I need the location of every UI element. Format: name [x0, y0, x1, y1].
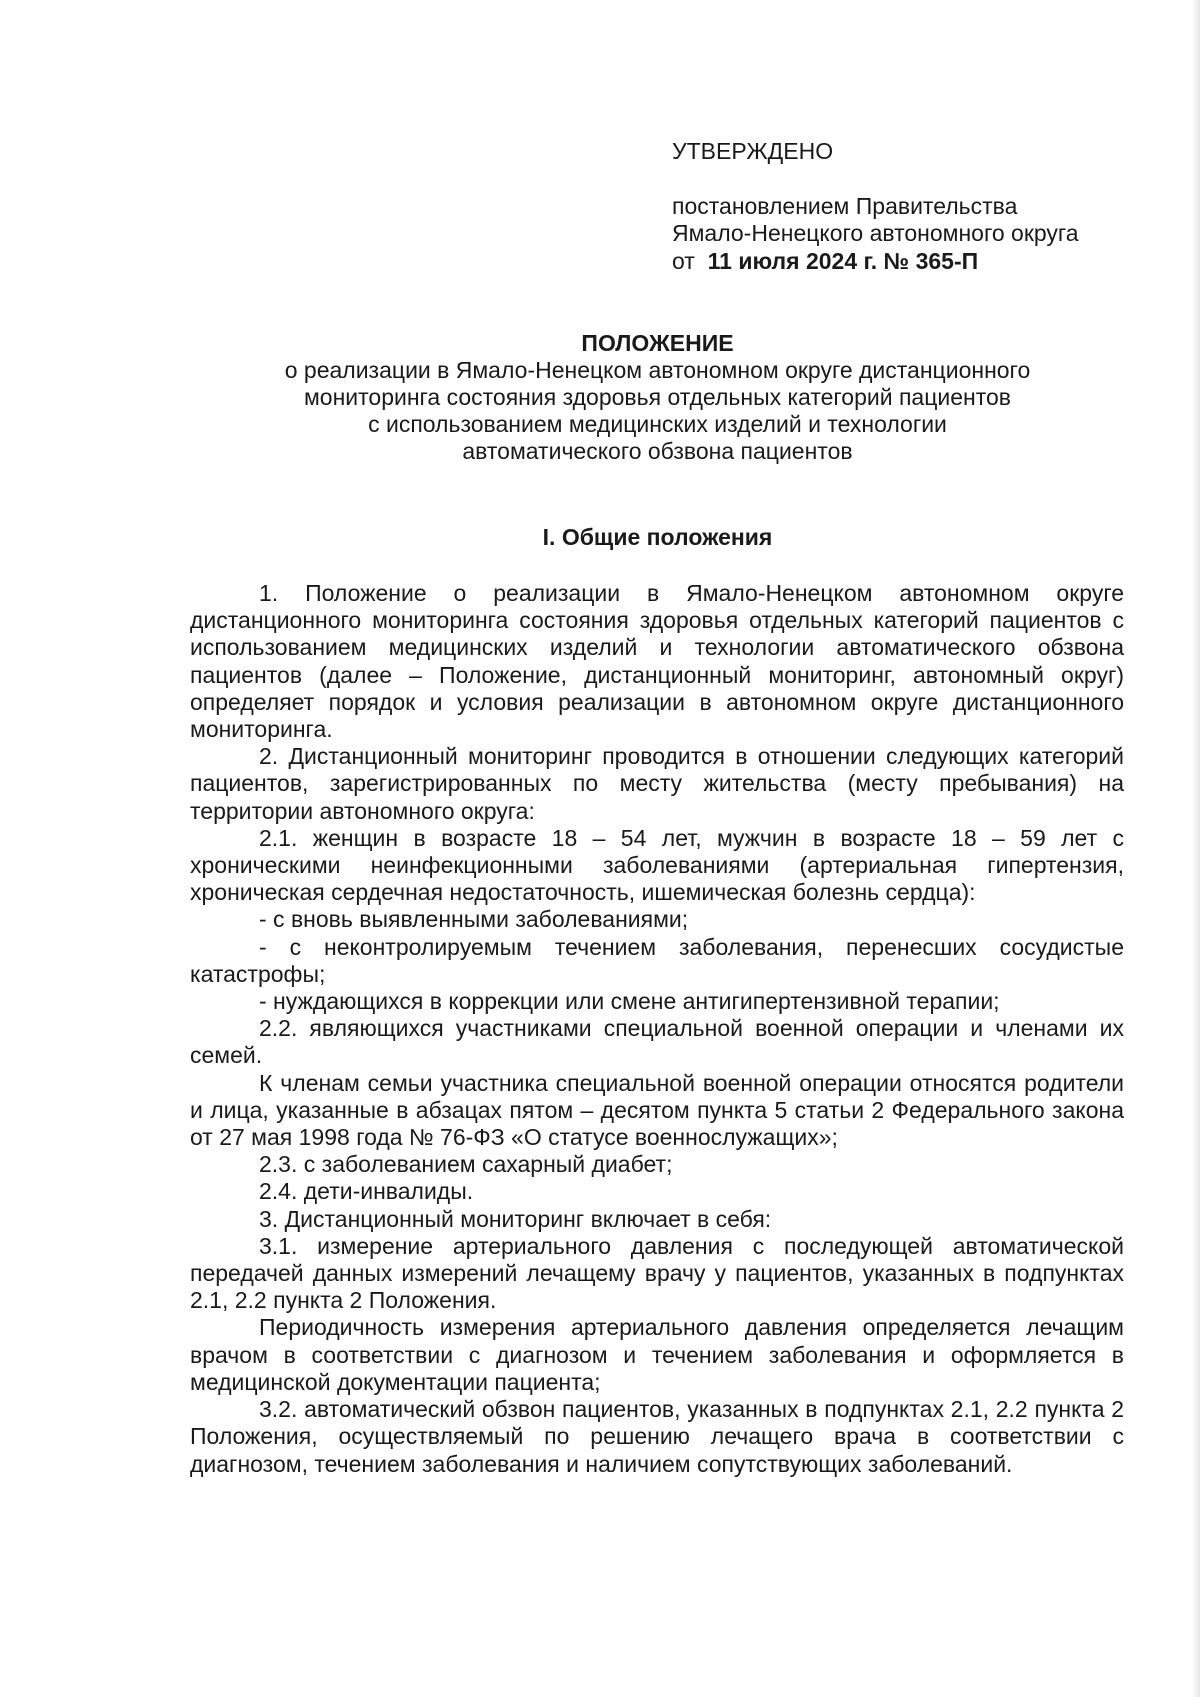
approval-line-2: Ямало-Ненецкого автономного округа: [672, 220, 1079, 246]
paragraph: 2.4. дети-инвалиды.: [259, 1178, 474, 1205]
page-edge-shadow: [1192, 0, 1200, 1697]
paragraph: - с неконтролируемым течением заболевания, перенесших сосудистые катастрофы;: [190, 933, 1124, 987]
paragraph: 3.2. автоматический обзвон пациентов, указанных в подпунктах 2.1, 2.2 пункта 2 Положения, осуществляемый по решению лечащего врача в соответствии с диагнозом, течением заболевания и наличием сопутствующих заболеваний.: [190, 1396, 1124, 1477]
document-title: ПОЛОЖЕНИЕ: [581, 330, 734, 356]
paragraph: 1. Положение о реализации в Ямало-Ненецком автономном округе дистанционного мониторинга состояния здоровья отдельных категорий пациентов с использованием медицинских изделий и технологии автоматического обзвона пациентов (далее – Положение, дистанционный мониторинг, автономный округ) определяет порядок и условия реализации в автономном округе дистанционного мониторинга.: [190, 580, 1124, 743]
paragraph: 2.3. с заболеванием сахарный диабет;: [259, 1151, 673, 1178]
approval-stamp: [672, 138, 1152, 275]
paragraph: Периодичность измерения артериального давления определяется лечащим врачом в соответствии с диагнозом и течением заболевания и оформляется в медицинской документации пациента;: [190, 1314, 1124, 1395]
document-title-block: [190, 330, 1125, 465]
approval-line-1: постановлением Правительства: [672, 192, 1018, 219]
paragraph: - нуждающихся в коррекции или смене антигипертензивной терапии;: [259, 988, 1000, 1015]
approval-title: УТВЕРЖДЕНО: [672, 138, 834, 164]
paragraph: К членам семьи участника специальной военной операции относятся родители и лица, указанные в абзацах пятом – десятом пункта 5 статьи 2 Федерального закона от 27 мая 1998 года № 76-ФЗ «О статусе военнослужащих»;: [190, 1069, 1124, 1151]
paragraph: - с вновь выявленными заболеваниями;: [259, 906, 689, 933]
paragraph: 2.1. женщин в возрасте 18 – 54 лет, мужчин в возрасте 18 – 59 лет с хроническими неинфекционными заболеваниями (артериальная гипертензия, хроническая сердечная недостаточность, ишемическая болезнь сердца):: [190, 824, 1124, 906]
document-subtitle-line-1: о реализации в Ямало-Ненецком автономном округе дистанционного: [284, 357, 1031, 383]
document-subtitle-line-4: автоматического обзвона пациентов: [462, 438, 853, 464]
document-subtitle-line-2: мониторинга состояния здоровья отдельных категорий пациентов: [303, 384, 1012, 410]
paragraph: 3.1. измерение артериального давления с последующей автоматической передачей данных измерений лечащему врачу у пациентов, указанных в подпунктах 2.1, 2.2 пункта 2 Положения.: [190, 1232, 1124, 1314]
approval-date-number: 11 июля 2024 г. № 365-П: [707, 247, 979, 274]
paragraph: 2. Дистанционный мониторинг проводится в отношении следующих категорий пациентов, зарегистрированных по месту жительства (месту пребывания) на территории автономного округа:: [190, 743, 1124, 824]
paragraph: 2.2. являющихся участниками специальной военной операции и членами их семей.: [190, 1015, 1124, 1069]
section-heading: I. Общие положения: [542, 524, 773, 550]
approval-date-line: [672, 248, 1152, 276]
approval-date-prefix: от: [672, 247, 695, 274]
document-subtitle-line-3: с использованием медицинских изделий и технологии: [368, 411, 947, 437]
paragraph: 3. Дистанционный мониторинг включает в себя:: [259, 1205, 772, 1232]
document-body: [190, 580, 1124, 1478]
